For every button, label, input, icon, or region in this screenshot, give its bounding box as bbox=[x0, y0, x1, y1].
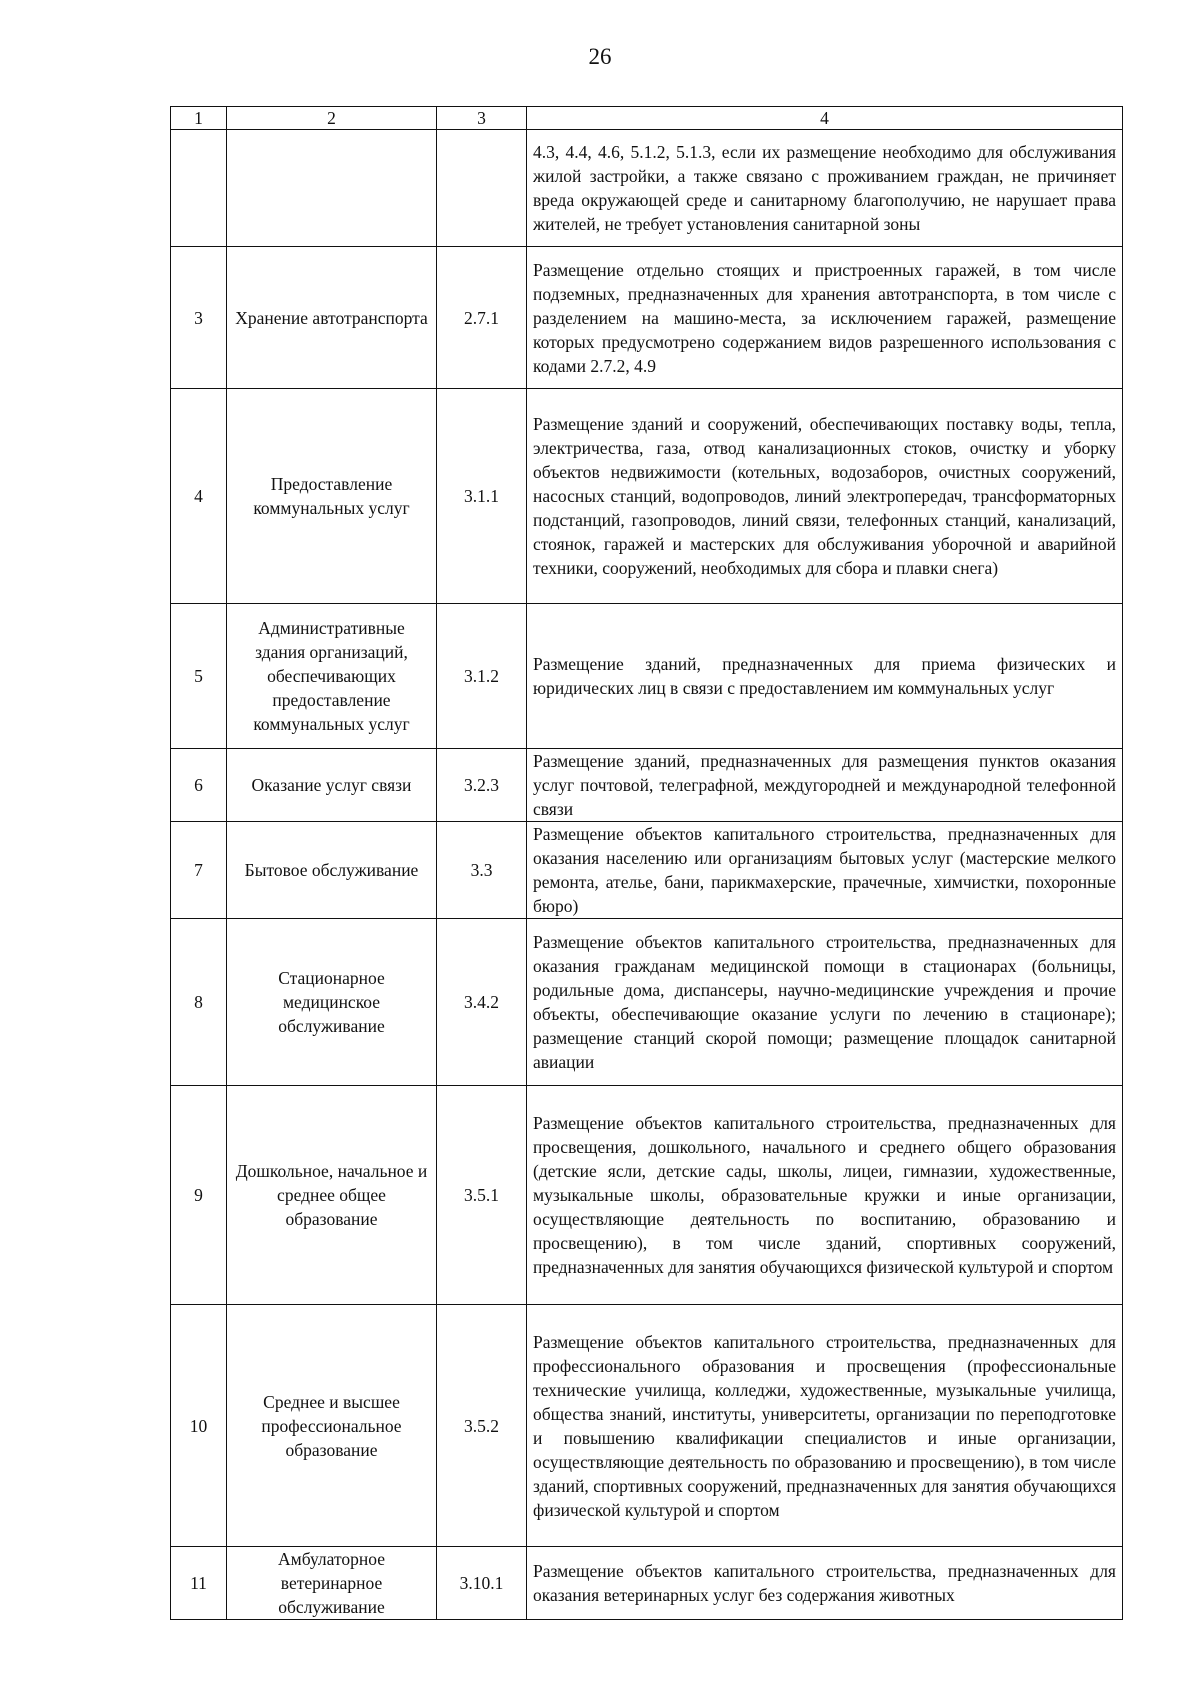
row-number: 8 bbox=[171, 919, 227, 1086]
column-header: 4 bbox=[527, 107, 1123, 130]
table-row bbox=[171, 822, 1123, 919]
use-type-name bbox=[227, 130, 437, 247]
use-type-name: Дошкольное, начальное и среднее общее образование bbox=[227, 1086, 437, 1305]
row-number: 5 bbox=[171, 604, 227, 749]
use-type-description: Размещение объектов капитального строительства, предназначенных для оказания ветеринарных услуг без содержания животных bbox=[527, 1547, 1123, 1620]
use-type-name: Административные здания организаций, обеспечивающих предоставление коммунальных услуг bbox=[227, 604, 437, 749]
use-type-code bbox=[437, 130, 527, 247]
use-type-description: Размещение отдельно стоящих и пристроенных гаражей, в том числе подземных, предназначенных для хранения автотранспорта, в том числе с разделением на машино-места, за исключением гаражей, размещение которых предусмотрено содержанием видов разрешенного использования с кодами 2.7.2, 4.9 bbox=[527, 247, 1123, 389]
use-type-code: 3.5.2 bbox=[437, 1305, 527, 1547]
table-row bbox=[171, 1305, 1123, 1547]
land-use-table bbox=[170, 106, 1123, 1620]
table-row bbox=[171, 604, 1123, 749]
use-type-description: Размещение объектов капитального строительства, предназначенных для профессионального образования и просвещения (профессиональные технические училища, колледжи, художественные, музыкальные училища, общества знаний, институты, университеты, организации по переподготовке и повышению квалификации специалистов и иные организации, осуществляющие деятельность по образованию и просвещению), в том числе зданий, спортивных сооружений, предназначенных для занятия обучающихся физической культурой и спортом bbox=[527, 1305, 1123, 1547]
use-type-name: Среднее и высшее профессиональное образование bbox=[227, 1305, 437, 1547]
table-row bbox=[171, 1547, 1123, 1620]
column-header: 2 bbox=[227, 107, 437, 130]
use-type-code: 3.3 bbox=[437, 822, 527, 919]
use-type-code: 2.7.1 bbox=[437, 247, 527, 389]
column-header: 3 bbox=[437, 107, 527, 130]
use-type-code: 3.2.3 bbox=[437, 749, 527, 822]
table-header-row bbox=[171, 107, 1123, 130]
row-number: 3 bbox=[171, 247, 227, 389]
table-row bbox=[171, 130, 1123, 247]
use-type-name: Хранение автотранспорта bbox=[227, 247, 437, 389]
column-header: 1 bbox=[171, 107, 227, 130]
use-type-code: 3.1.1 bbox=[437, 389, 527, 604]
row-number: 9 bbox=[171, 1086, 227, 1305]
table-row bbox=[171, 749, 1123, 822]
use-type-name: Предоставление коммунальных услуг bbox=[227, 389, 437, 604]
use-type-name: Бытовое обслуживание bbox=[227, 822, 437, 919]
table-row bbox=[171, 919, 1123, 1086]
row-number: 10 bbox=[171, 1305, 227, 1547]
table-row bbox=[171, 1086, 1123, 1305]
use-type-name: Стационарное медицинское обслуживание bbox=[227, 919, 437, 1086]
use-type-code: 3.10.1 bbox=[437, 1547, 527, 1620]
use-type-code: 3.5.1 bbox=[437, 1086, 527, 1305]
use-type-code: 3.1.2 bbox=[437, 604, 527, 749]
row-number bbox=[171, 130, 227, 247]
row-number: 6 bbox=[171, 749, 227, 822]
row-number: 4 bbox=[171, 389, 227, 604]
use-type-name: Амбулаторное ветеринарное обслуживание bbox=[227, 1547, 437, 1620]
use-type-code: 3.4.2 bbox=[437, 919, 527, 1086]
use-type-description: Размещение зданий, предназначенных для приема физических и юридических лиц в связи с предоставлением им коммунальных услуг bbox=[527, 604, 1123, 749]
use-type-description: 4.3, 4.4, 4.6, 5.1.2, 5.1.3, если их размещение необходимо для обслуживания жилой застройки, а также связано с проживанием граждан, не причиняет вреда окружающей среде и санитарному благополучию, не нарушает права жителей, не требует установления санитарной зоны bbox=[527, 130, 1123, 247]
row-number: 11 bbox=[171, 1547, 227, 1620]
use-type-description: Размещение объектов капитального строительства, предназначенных для оказания гражданам медицинской помощи в стационарах (больницы, родильные дома, диспансеры, научно-медицинские учреждения и прочие объекты, обеспечивающие оказание услуги по лечению в стационаре); размещение станций скорой помощи; размещение площадок санитарной авиации bbox=[527, 919, 1123, 1086]
table-row bbox=[171, 389, 1123, 604]
use-type-description: Размещение зданий, предназначенных для размещения пунктов оказания услуг почтовой, телеграфной, междугородней и международной телефонной связи bbox=[527, 749, 1123, 822]
row-number: 7 bbox=[171, 822, 227, 919]
table-row bbox=[171, 247, 1123, 389]
page-number: 26 bbox=[588, 44, 612, 69]
use-type-name: Оказание услуг связи bbox=[227, 749, 437, 822]
use-type-description: Размещение объектов капитального строительства, предназначенных для просвещения, дошкольного, начального и среднего общего образования (детские ясли, детские сады, школы, лицеи, гимназии, художественные, музыкальные школы, образовательные кружки и иные организации, осуществляющие деятельность по воспитанию, образованию и просвещению), в том числе зданий, спортивных сооружений, предназначенных для занятия обучающихся физической культурой и спортом bbox=[527, 1086, 1123, 1305]
use-type-description: Размещение зданий и сооружений, обеспечивающих поставку воды, тепла, электричества, газа, отвод канализационных стоков, очистку и уборку объектов недвижимости (котельных, водозаборов, очистных сооружений, насосных станций, водопроводов, линий электропередач, трансформаторных подстанций, газопроводов, линий связи, телефонных станций, канализаций, стоянок, гаражей и мастерских для обслуживания уборочной и аварийной техники, сооружений, необходимых для сбора и плавки снега) bbox=[527, 389, 1123, 604]
use-type-description: Размещение объектов капитального строительства, предназначенных для оказания населению или организациям бытовых услуг (мастерские мелкого ремонта, ателье, бани, парикмахерские, прачечные, химчистки, похоронные бюро) bbox=[527, 822, 1123, 919]
